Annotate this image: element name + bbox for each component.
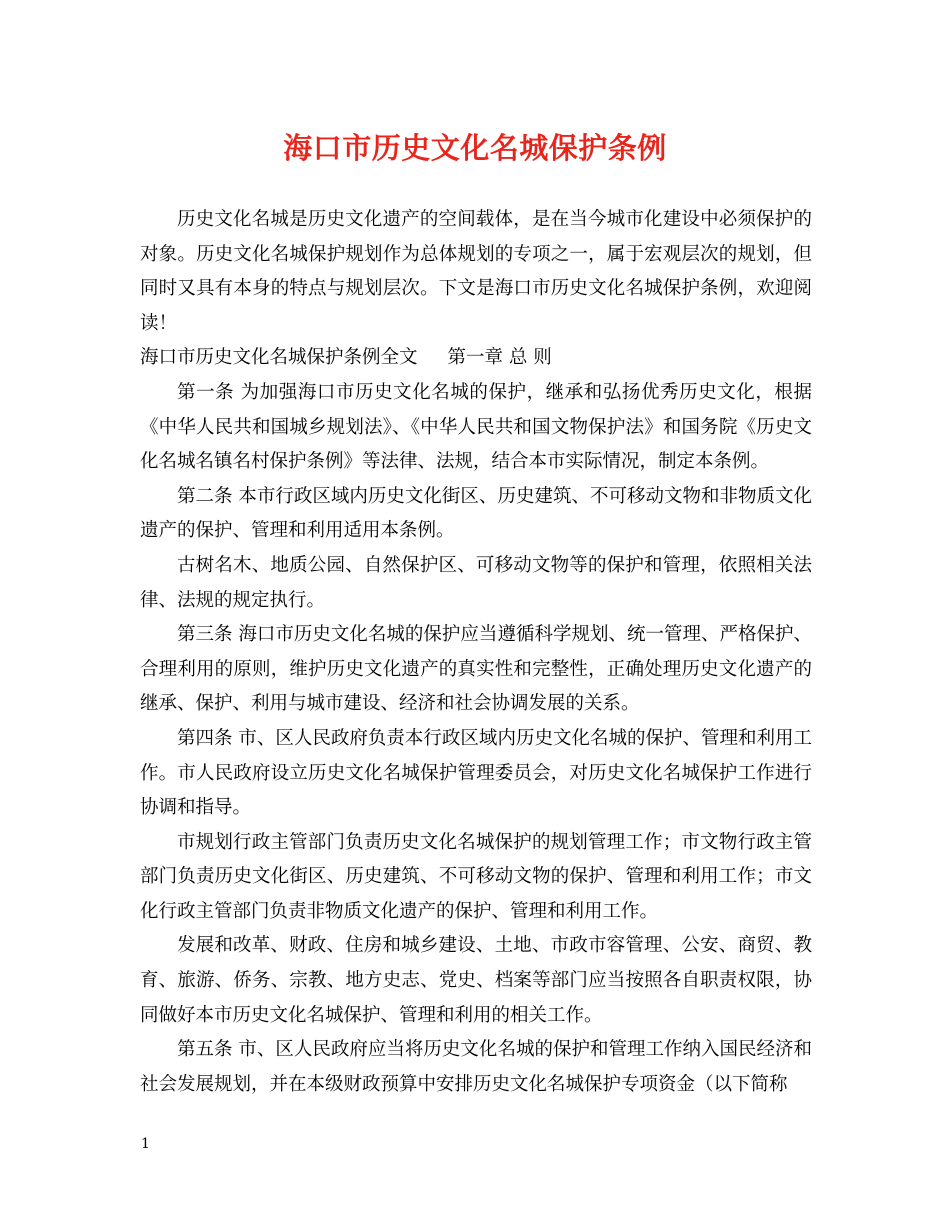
article-1-paragraph: 第一条 为加强海口市历史文化名城的保护，继承和弘扬优秀历史文化，根据《中华人民共和国城乡规划法》、《中华人民共和国文物保护法》和国务院《历史文化名城名镇名村保护条例》等法律、法规，结合本市实际情况，制定本条例。 <box>140 381 812 473</box>
document-body <box>140 203 812 1102</box>
article-5-paragraph: 第五条 市、区人民政府应当将历史文化名城的保护和管理工作纳入国民经济和社会发展规划，并在本级财政预算中安排历史文化名城保护专项资金（以下简称 <box>140 1039 812 1095</box>
chapter-heading: 第一章 总 则 <box>447 347 552 369</box>
intro-paragraph: 历史文化名城是历史文化遗产的空间载体，是在当今城市化建设中必须保护的对象。历史文化名城保护规划作为总体规划的专项之一，属于宏观层次的规划，但同时又具有本身的特点与规划层次。下文是海口市历史文化名城保护条例，欢迎阅读！ <box>140 209 812 334</box>
article-3-paragraph: 第三条 海口市历史文化名城的保护应当遵循科学规划、统一管理、严格保护、合理利用的原则，维护历史文化遗产的真实性和完整性，正确处理历史文化遗产的继承、保护、利用与城市建设、经济和社会协调发展的关系。 <box>140 624 812 715</box>
article-2-paragraph: 第二条 本市行政区域内历史文化街区、历史建筑、不可移动文物和非物质文化遗产的保护、管理和利用适用本条例。 <box>140 485 812 542</box>
fulltext-label: 海口市历史文化名城保护条例全文 <box>140 347 418 369</box>
fulltext-heading-line <box>140 341 812 376</box>
article-4-paragraph: 第四条 市、区人民政府负责本行政区域内历史文化名城的保护、管理和利用工作。市人民政府设立历史文化名城保护管理委员会，对历史文化名城保护工作进行协调和指导。 <box>140 727 812 819</box>
document-title: 海口市历史文化名城保护条例 <box>283 131 667 165</box>
page-number: 1 <box>141 1136 150 1152</box>
article-4-subparagraph-2: 发展和改革、财政、住房和城乡建设、土地、市政市容管理、公安、商贸、教育、旅游、侨务、宗教、地方史志、党史、档案等部门应当按照各自职责权限，协同做好本市历史文化名城保护、管理和利用的相关工作。 <box>140 935 812 1026</box>
article-2-subparagraph: 古树名木、地质公园、自然保护区、可移动文物等的保护和管理，依照相关法律、法规的规定执行。 <box>140 554 812 611</box>
article-4-subparagraph-1: 市规划行政主管部门负责历史文化名城保护的规划管理工作；市文物行政主管部门负责历史文化街区、历史建筑、不可移动文物的保护、管理和利用工作；市文化行政主管部门负责非物质文化遗产的保护、管理和利用工作。 <box>140 831 812 922</box>
